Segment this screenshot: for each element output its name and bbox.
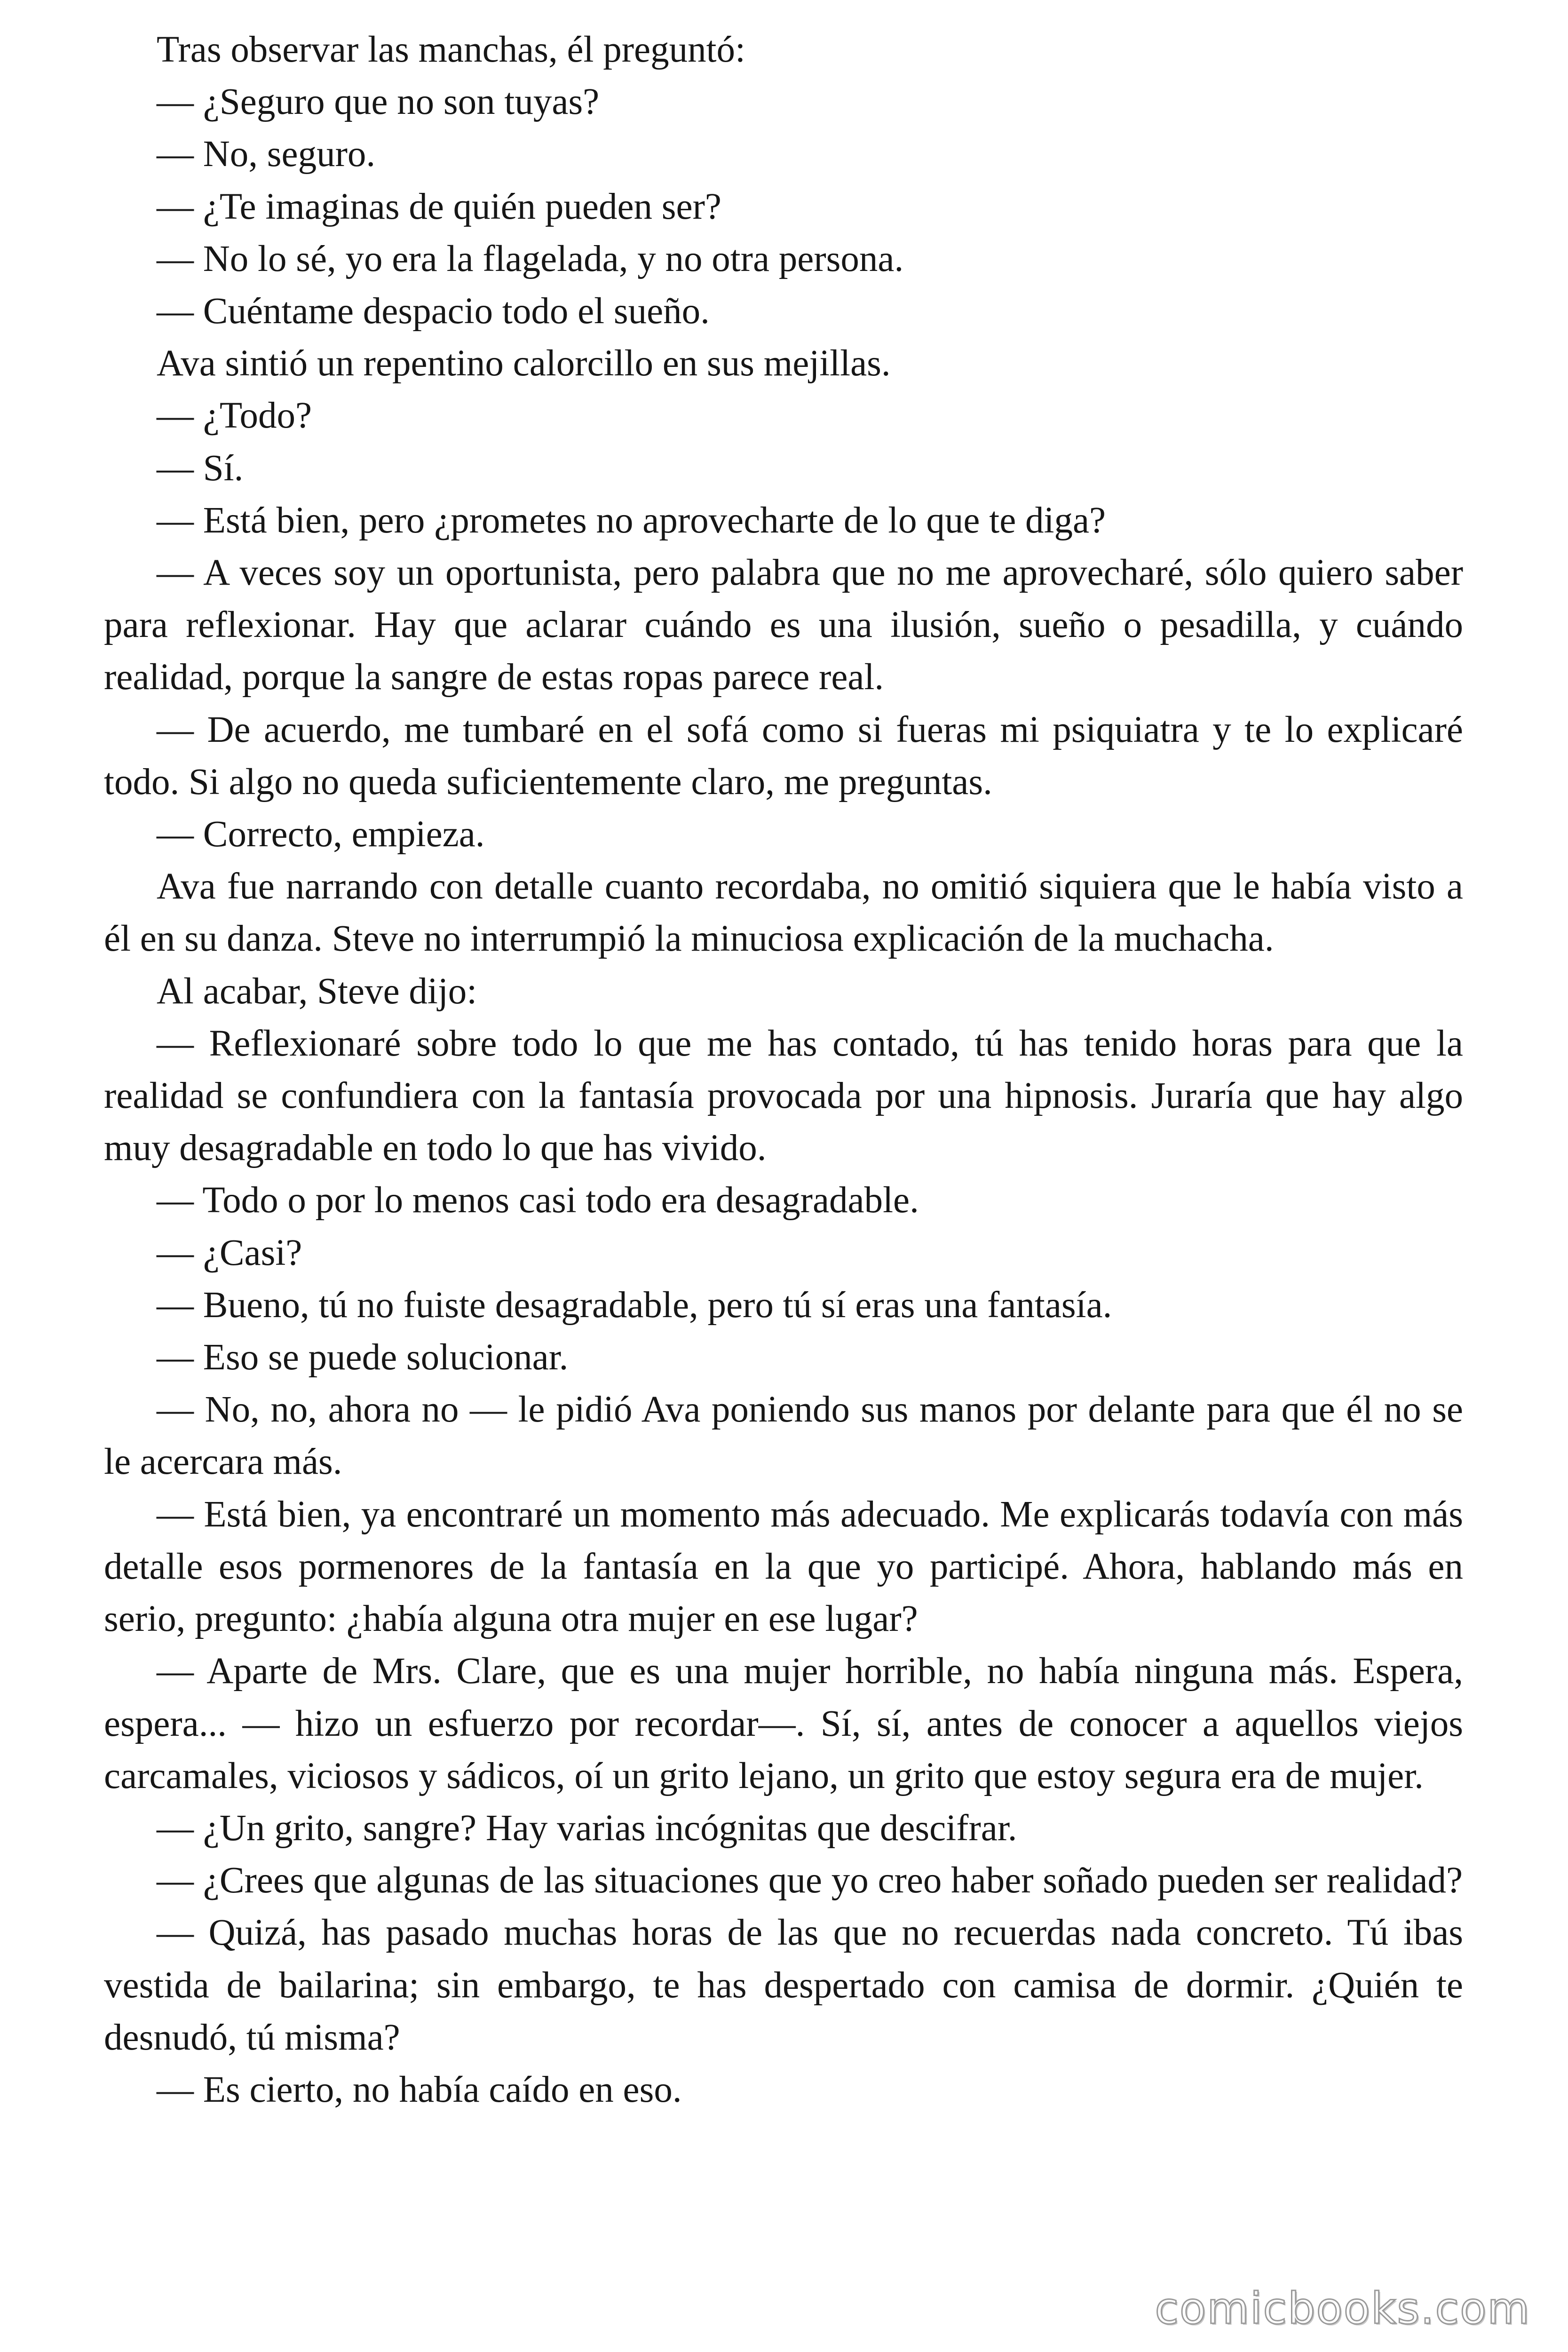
paragraph: — A veces soy un oportunista, pero palabra que no me aprovecharé, sólo quiero saber para reflexionar. Hay que aclarar cuándo es una ilusión, sueño o pesadilla, y cuándo realidad, porque la sangre de estas ropas parece real. bbox=[104, 552, 1463, 698]
paragraph: — ¿Crees que algunas de las situaciones que yo creo haber soñado pueden ser realidad? bbox=[157, 1860, 1463, 1901]
paragraph: — ¿Todo? bbox=[157, 395, 312, 437]
paragraph: — Es cierto, no había caído en eso. bbox=[157, 2069, 682, 2110]
paragraph: Ava fue narrando con detalle cuanto recordaba, no omitió siquiera que le había visto a él en su danza. Steve no interrumpió la minuciosa explicación de la muchacha. bbox=[104, 866, 1463, 960]
paragraph: — ¿Te imaginas de quién pueden ser? bbox=[157, 186, 721, 227]
paragraph: Tras observar las manchas, él preguntó: bbox=[157, 29, 746, 70]
paragraph: — ¿Seguro que no son tuyas? bbox=[157, 81, 600, 123]
paragraph: — Todo o por lo menos casi todo era desagradable. bbox=[157, 1180, 919, 1221]
paragraph: — Sí. bbox=[157, 447, 244, 489]
paragraph: — Aparte de Mrs. Clare, que es una mujer horrible, no había ninguna más. Espera, espera... — hizo un esfuerzo por recordar—. Sí, sí, antes de conocer a aquellos viejos carcamales, viciosos y sádicos, oí un grito lejano, un grito que estoy segura era de mujer. bbox=[104, 1651, 1463, 1796]
paragraph: — Bueno, tú no fuiste desagradable, pero tú sí eras una fantasía. bbox=[157, 1284, 1112, 1326]
paragraph: Ava sintió un repentino calorcillo en sus mejillas. bbox=[157, 343, 891, 384]
paragraph: — Cuéntame despacio todo el sueño. bbox=[157, 291, 710, 332]
paragraph: — Está bien, pero ¿prometes no aprovecharte de lo que te diga? bbox=[157, 500, 1106, 541]
paragraph: — No, seguro. bbox=[157, 134, 376, 175]
paragraph: — De acuerdo, me tumbaré en el sofá como si fueras mi psiquiatra y te lo explicaré todo. Si algo no queda suficientemente claro, me preguntas. bbox=[104, 709, 1463, 803]
paragraph: Al acabar, Steve dijo: bbox=[157, 970, 477, 1012]
paragraph: — No, no, ahora no — le pidió Ava poniendo sus manos por delante para que él no se le acercara más. bbox=[104, 1389, 1463, 1483]
paragraph: — Reflexionaré sobre todo lo que me has contado, tú has tenido horas para que la realidad se confundiera con la fantasía provocada por una hipnosis. Juraría que hay algo muy desagradable en todo lo que has vivido. bbox=[104, 1023, 1463, 1169]
paragraph: — Quizá, has pasado muchas horas de las que no recuerdas nada concreto. Tú ibas vestida de bailarina; sin embargo, te has despertado con camisa de dormir. ¿Quién te desnudó, tú misma? bbox=[104, 1912, 1463, 2058]
paragraph: — Eso se puede solucionar. bbox=[157, 1337, 569, 1378]
watermark: comicbooks.com bbox=[1155, 2283, 1530, 2334]
body-text bbox=[104, 24, 1463, 2116]
paragraph: — Está bien, ya encontraré un momento más adecuado. Me explicarás todavía con más detalle esos pormenores de la fantasía en la que yo participé. Ahora, hablando más en serio, pregunto: ¿había alguna otra mujer en ese lugar? bbox=[104, 1494, 1463, 1640]
paragraph: — ¿Un grito, sangre? Hay varias incógnitas que descifrar. bbox=[157, 1807, 1017, 1849]
paragraph: — ¿Casi? bbox=[157, 1232, 302, 1273]
paragraph: — No lo sé, yo era la flagelada, y no otra persona. bbox=[157, 238, 904, 279]
paragraph: — Correcto, empieza. bbox=[157, 814, 485, 855]
